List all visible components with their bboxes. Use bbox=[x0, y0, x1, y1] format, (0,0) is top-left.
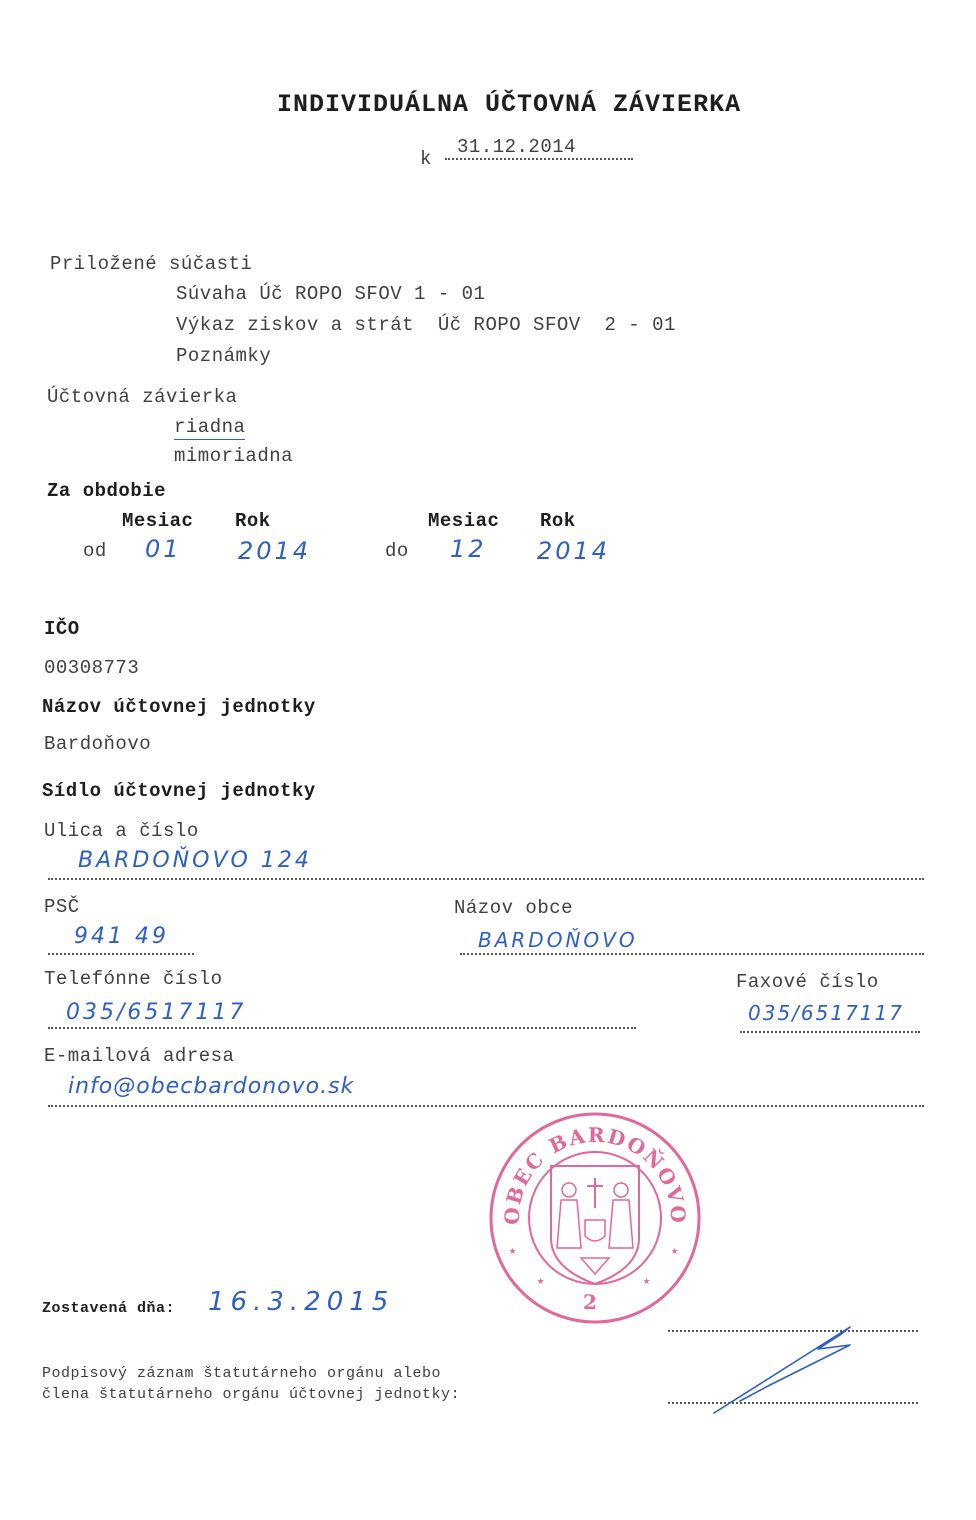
entity-seat-label: Sídlo účtovnej jednotky bbox=[42, 780, 316, 802]
to-year-value: 2014 bbox=[537, 537, 611, 565]
signature-label-line2: člena štatutárneho orgánu účtovnej jednotky: bbox=[42, 1386, 461, 1403]
from-month-value: 01 bbox=[145, 535, 182, 563]
psc-dotted-line bbox=[48, 953, 194, 955]
psc-value: 941 49 bbox=[74, 924, 169, 949]
attachment-item: Poznámky bbox=[176, 345, 272, 367]
from-year-label: Rok bbox=[235, 510, 271, 532]
street-dotted-line bbox=[48, 878, 924, 880]
svg-text:★: ★ bbox=[537, 1274, 545, 1288]
closing-date: 31.12.2014 bbox=[457, 136, 577, 158]
ico-label: IČO bbox=[44, 618, 80, 640]
fax-dotted-line bbox=[740, 1031, 920, 1033]
psc-label: PSČ bbox=[44, 896, 80, 918]
to-month-label: Mesiac bbox=[428, 510, 500, 532]
street-label: Ulica a číslo bbox=[44, 820, 199, 842]
svg-text:★: ★ bbox=[509, 1244, 517, 1258]
closing-type-regular: riadna bbox=[174, 416, 246, 438]
fax-value: 035/6517117 bbox=[748, 1001, 904, 1025]
street-value: BARDOŇOVO 124 bbox=[78, 848, 312, 873]
attachments-heading: Priložené súčasti bbox=[50, 253, 253, 275]
compiled-date: 16.3.2015 bbox=[208, 1287, 395, 1317]
from-label: od bbox=[83, 540, 107, 562]
to-month-value: 12 bbox=[450, 535, 487, 563]
from-year-value: 2014 bbox=[238, 537, 312, 565]
svg-text:★: ★ bbox=[671, 1244, 679, 1258]
phone-dotted-line bbox=[48, 1027, 636, 1029]
attachment-item: Súvaha Úč ROPO SFOV 1 - 01 bbox=[176, 283, 486, 305]
stamp-number: 2 bbox=[583, 1290, 597, 1314]
svg-text:OBEC BARDOŇOVO: OBEC BARDOŇOVO bbox=[499, 1122, 691, 1226]
ico-value: 00308773 bbox=[44, 657, 140, 679]
handwritten-signature bbox=[700, 1305, 880, 1425]
entity-name-value: Bardoňovo bbox=[44, 733, 152, 755]
compiled-label: Zostavená dňa: bbox=[42, 1300, 176, 1317]
signature-label-line1: Podpisový záznam štatutárneho orgánu alebo bbox=[42, 1365, 442, 1382]
email-label: E-mailová adresa bbox=[44, 1045, 235, 1067]
from-month-label: Mesiac bbox=[122, 510, 194, 532]
closing-type-extraordinary: mimoriadna bbox=[174, 445, 294, 467]
date-dotted-line bbox=[445, 158, 633, 160]
phone-label: Telefónne číslo bbox=[44, 968, 223, 990]
closing-type-heading: Účtovná závierka bbox=[47, 386, 238, 408]
period-heading: Za obdobie bbox=[47, 480, 167, 502]
city-label: Názov obce bbox=[454, 897, 574, 919]
city-value: BARDOŇOVO bbox=[478, 928, 638, 952]
email-dotted-line bbox=[48, 1105, 924, 1107]
svg-text:★: ★ bbox=[643, 1274, 651, 1288]
city-dotted-line bbox=[460, 953, 924, 955]
document-title: INDIVIDUÁLNA ÚČTOVNÁ ZÁVIERKA bbox=[277, 90, 742, 119]
to-year-label: Rok bbox=[540, 510, 576, 532]
fax-label: Faxové číslo bbox=[736, 971, 879, 993]
attachment-item: Výkaz ziskov a strát Úč ROPO SFOV 2 - 01 bbox=[176, 314, 676, 336]
phone-value: 035/6517117 bbox=[66, 1000, 247, 1025]
entity-name-label: Názov účtovnej jednotky bbox=[42, 696, 316, 718]
email-value: info@obecbardonovo.sk bbox=[68, 1074, 355, 1099]
to-label: do bbox=[385, 540, 409, 562]
date-prefix: k bbox=[420, 148, 432, 170]
